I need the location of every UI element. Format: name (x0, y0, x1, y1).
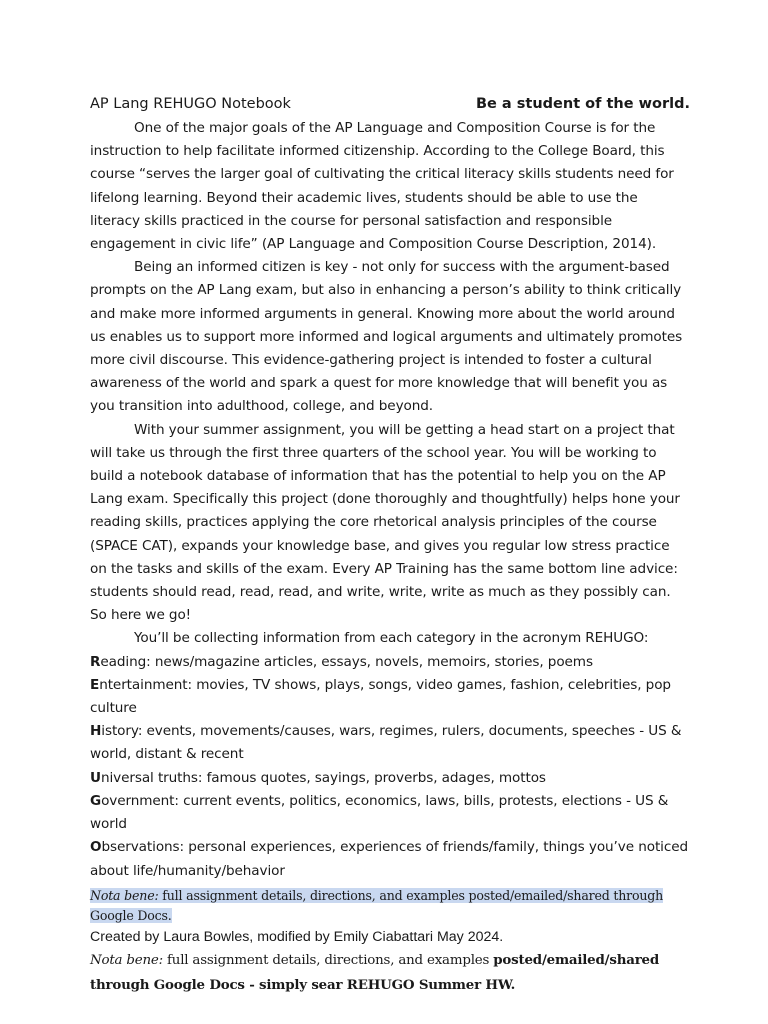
paragraph-collecting: You’ll be collecting information from each category in the acronym REHUGO: (134, 630, 649, 647)
nota-label: Nota bene: (90, 952, 163, 968)
acronym-letter: U (90, 769, 101, 786)
acronym-letter: H (90, 723, 102, 740)
nota-text: full assignment details, directions, and examples posted/emailed/shared through Google Docs. (90, 887, 664, 923)
acronym-text: overnment: current events, politics, economics, laws, bills, protests, elections - US & world (90, 792, 669, 833)
acronym-text: eading: news/magazine articles, essays, novels, memoirs, stories, poems (100, 653, 593, 670)
document-title: AP Lang REHUGO Notebook (90, 96, 291, 112)
document-tagline: Be a student of the world. (476, 96, 690, 112)
acronym-item-observations (90, 836, 690, 882)
nota-highlight (90, 888, 663, 923)
acronym-item-government (90, 790, 690, 836)
acronym-item-reading (90, 651, 690, 674)
document-body (90, 93, 690, 998)
acronym-letter: R (90, 653, 101, 670)
acronym-item-history (90, 720, 690, 766)
nota-final (90, 948, 690, 998)
paragraph-intro: One of the major goals of the AP Language and Composition Course is for the instruction to help facilitate informed citizenship. According to the College Board, this course “serves the larger goal of cultivating the critical literacy skills students need for lifelong learning. Beyond their academic lives, students should be able to use the literacy skills practiced in the course for personal satisfaction and responsible engagement in civic life” (AP Language and Composition Course Description, 2014). (90, 120, 674, 253)
acronym-item-entertainment (90, 674, 690, 720)
acronym-text: bservations: personal experiences, experiences of friends/family, things you’ve noticed about life/humanity/behavior (90, 839, 689, 879)
document-header (90, 93, 690, 115)
acronym-letter: G (90, 792, 102, 809)
nota-bold-text: posted/emailed/shared through Google Docs - simply sear REHUGO Summer HW. (90, 951, 660, 993)
acronym-letter: E (90, 676, 100, 693)
nota-label: Nota bene: (90, 887, 159, 903)
paragraph-summer-assignment: With your summer assignment, you will be getting a head start on a project that will take us through the first three quarters of the school year. You will be working to build a notebook database of information that has the potential to help you on the AP Lang exam. Specifically this project (done thoroughly and thoughtfully) helps hone your reading skills, practices applying the core rhetorical analysis principles of the course (SPACE CAT), expands your knowledge base, and gives you regular low stress practice on the tasks and skills of the exam. Every AP Training has the same bottom line advice: students should read, read, read, and write, write, write as much as they possibly can. So here we go! (90, 421, 680, 624)
acronym-text: ntertainment: movies, TV shows, plays, songs, video games, fashion, celebrities, pop culture (90, 676, 671, 717)
paragraph-informed-citizen: Being an informed citizen is key - not only for success with the argument-based prompts on the AP Lang exam, but also in enhancing a person’s ability to think critically and make more informed arguments in general. Knowing more about the world around us enables us to support more informed and logical arguments and ultimately promotes more civil discourse. This evidence-gathering project is intended to foster a cultural awareness of the world and spark a quest for more knowledge that will benefit you as you transition into adulthood, college, and beyond. (90, 259, 683, 415)
nota-text: full assignment details, directions, and examples (162, 952, 494, 968)
credit-line: Created by Laura Bowles, modified by Emily Ciabattari May 2024. (90, 928, 504, 945)
acronym-text: niversal truths: famous quotes, sayings, proverbs, adages, mottos (100, 769, 546, 786)
acronym-letter: O (90, 839, 102, 856)
acronym-item-universal-truths (90, 767, 690, 790)
nota-highlight-line (90, 885, 690, 925)
acronym-text: istory: events, movements/causes, wars, regimes, rulers, documents, speeches - US & world, distant & recent (90, 723, 682, 763)
